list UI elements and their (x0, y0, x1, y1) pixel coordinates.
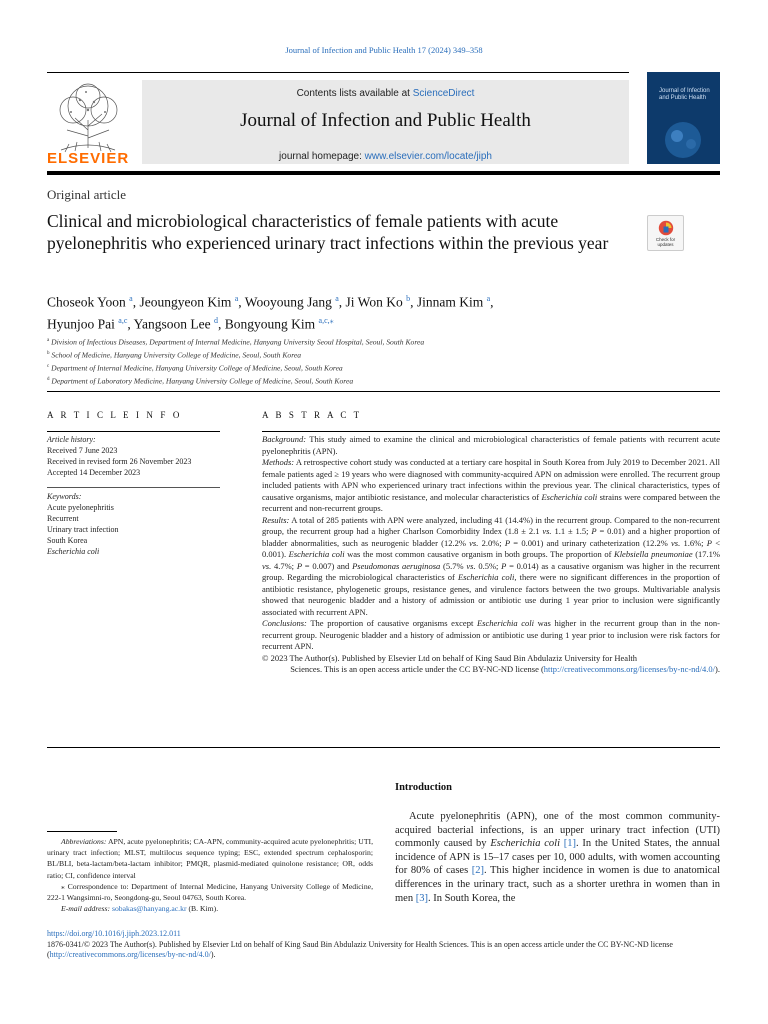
author-name[interactable]: Choseok Yoon (47, 294, 126, 310)
methods-text: strains were compared between the recurrent and non-recurrent groups. (262, 491, 720, 513)
affiliation-text: Department of Laboratory Medicine, Hanyang University College of Medicine, Seoul, South Korea (51, 376, 354, 386)
doi-link[interactable]: https://doi.org/10.1016/j.jiph.2023.12.011 (47, 929, 181, 938)
affiliation-item (47, 374, 720, 387)
results-text: , there were no significant differences in the proportion of antibiotic resistance, phylogenetic groups, resistance genes, and virulence factors between the two groups. Multivariable analysis showed that neurogenic bladder and a history of admission or antibiotic use during 1 year prior to inclusion were significantly associated with recurrent APN. (262, 572, 720, 617)
header-top-rule (47, 72, 629, 73)
issn-license-line (47, 940, 720, 961)
affiliation-list (47, 335, 720, 387)
abstract-rule (262, 431, 720, 432)
affiliation-text: School of Medicine, Hanyang University College of Medicine, Seoul, South Korea (51, 350, 302, 360)
species-name: Escherichia coli (288, 549, 345, 559)
reference-link[interactable]: [2] (471, 865, 485, 877)
journal-header-box (142, 80, 629, 164)
species-name: Escherichia coli (490, 838, 560, 850)
doi-block (47, 929, 720, 961)
keyword-item: South Korea (47, 536, 88, 546)
author-name[interactable]: Hyunjoo Pai (47, 316, 115, 331)
keyword-item: Recurrent (47, 514, 79, 524)
abstract-copyright: © 2023 The Author(s). Published by Elsevier Ltd on behalf of King Saud Bin Abdulaziz University for Health (262, 652, 638, 663)
abbreviations-footnote (47, 836, 373, 881)
results-text: (5.7% (440, 560, 467, 571)
history-received: Received 7 June 2023 (47, 446, 118, 455)
results-text: = 0.007) and (302, 560, 353, 571)
cover-title: Journal of Infection and Public Health (659, 88, 710, 101)
p-symbol: P (501, 560, 507, 571)
license-link[interactable]: http://creativecommons.org/licenses/by-nc-nd/4.0/ (543, 664, 716, 674)
author-name[interactable]: Jeoungyeon Kim (139, 294, 232, 310)
footnotes (47, 836, 373, 914)
abstract-bottom-rule (47, 747, 720, 748)
article-info-heading: A R T I C L E I N F O (47, 410, 182, 420)
author-affiliation-mark[interactable]: a,c,⁎ (318, 315, 334, 325)
email-label: E-mail address: (61, 904, 111, 914)
article-type: Original article (47, 187, 127, 202)
background-text: This study aimed to examine the clinical and microbiological characteristics of female patients with recurrent acute pyelonephritis (APN). (262, 434, 720, 456)
results-text: < 0.001). (262, 537, 720, 559)
author-separator: , (338, 294, 346, 310)
author-separator: , (238, 294, 245, 310)
email-footnote (47, 903, 373, 914)
vs-abbrev: vs. (671, 537, 681, 548)
history-revised: Received in revised form 26 November 2023 (47, 457, 192, 466)
species-name: Klebsiella pneumoniae (614, 549, 693, 559)
journal-title[interactable]: Journal of Infection and Public Health (240, 110, 531, 131)
journal-homepage-line (142, 151, 629, 162)
species-name: Pseudomonas aeruginosa (352, 560, 441, 571)
species-name: Escherichia coli (476, 618, 534, 628)
affiliation-mark: b (47, 351, 50, 357)
reference-link[interactable]: [3] (415, 892, 428, 904)
sciencedirect-link[interactable]: ScienceDirect (412, 88, 475, 99)
author-separator: , (127, 316, 134, 331)
author-separator: , (218, 316, 225, 331)
email-suffix: (B. Kim). (186, 904, 219, 914)
affiliation-text: Department of Internal Medicine, Hanyang University College of Medicine, Seoul, South Korea (51, 363, 343, 373)
vs-abbrev: vs. (469, 537, 479, 548)
journal-citation[interactable]: Journal of Infection and Public Health 17 (2024) 349–358 (285, 45, 483, 55)
reference-link[interactable]: [1] (563, 838, 577, 850)
abstract-results (262, 515, 720, 619)
author-name[interactable]: Yangsoon Lee (133, 316, 211, 331)
article-history (47, 434, 220, 478)
p-symbol: P (706, 537, 712, 548)
homepage-prefix: journal homepage: (279, 151, 365, 162)
results-text: 1.6%; (680, 537, 707, 548)
intro-text: . This higher incidence in women is due to anatomical differences in the urinary tract, such as a shorter urethra in women than in men (395, 865, 721, 904)
intro-text: . In South Korea, the (427, 892, 516, 904)
affiliation-mark: d (47, 377, 50, 383)
vs-abbrev: vs. (466, 560, 476, 571)
footnote-rule (47, 831, 117, 832)
author-name[interactable]: Wooyoung Jang (244, 294, 332, 310)
crossmark-icon (658, 220, 674, 236)
author-affiliation-mark[interactable]: d (214, 315, 218, 325)
author-name[interactable]: Ji Won Ko (345, 294, 403, 310)
affiliation-text: Division of Infectious Diseases, Department of Internal Medicine, Hanyang University Seoul Hospital, Seoul, South Korea (51, 337, 425, 347)
results-text: A total of 285 patients with APN were analyzed, including 41 (14.4%) in the recurrent group. Compared to the non-recurrent group, the recurrent group had a higher Charlson Comorbidity Index (1.8 ± 2.1 (262, 514, 720, 536)
author-separator: , (132, 294, 140, 310)
author-affiliation-mark[interactable]: a (234, 294, 239, 303)
keyword-item: Urinary tract infection (47, 525, 119, 535)
methods-label: Methods: (262, 457, 295, 467)
elsevier-wordmark: ELSEVIER (47, 150, 130, 167)
author-list (47, 290, 707, 333)
correspondence-footnote (47, 881, 373, 903)
abstract-heading: A B S T R A C T (262, 410, 362, 420)
results-text: 0.5%; (475, 560, 502, 571)
results-text: (17.1% (692, 549, 720, 559)
results-text: 2.0%; (478, 537, 505, 548)
p-symbol: P (591, 526, 597, 536)
conclusions-text: The proportion of causative organisms except (306, 618, 477, 628)
affiliation-item (47, 335, 720, 348)
affiliation-mark: a (47, 338, 50, 343)
check-for-updates-badge[interactable] (647, 215, 684, 251)
background-label: Background: (262, 434, 307, 444)
author-affiliation-mark[interactable]: a,c (118, 315, 128, 325)
abstract-background (262, 434, 720, 457)
author-name[interactable]: Bongyoung Kim (224, 316, 316, 331)
intro-text: . In the United States, the annual incidence of APN is 15–17 cases per 10, 000 adults, with women accounting for 80% of cases (395, 838, 720, 877)
author-affiliation-mark[interactable]: a (129, 294, 133, 303)
intro-text: Acute pyelonephritis (APN), one of the most common community-acquired bacterial infections, is an upper urinary tract infection (UTI) commonly caused by (395, 811, 720, 850)
issn-text: 1876-0341/© 2023 The Author(s). Published by Elsevier Ltd on behalf of King Saud Bin Abdulaziz University for Health Sciences. This is an open access article under the CC BY-NC-ND license ( (47, 939, 673, 960)
correspondence-text: Correspondence to: Department of Internal Medicine, Hanyang University College of Medicine, 222-1 Wangsimni-ro, Seongdong-gu, Seoul 04763, South Korea. (47, 881, 373, 903)
contents-line (142, 88, 629, 99)
conclusions-text: was higher in the recurrent group than in the non-recurrent group. Neurogenic bladder and a history of admission or antibiotic use during 1 year prior to inclusion were risk factors for recurrent APN. (262, 618, 720, 651)
author-affiliation-mark[interactable]: a (486, 294, 491, 303)
history-label: Article history: (47, 435, 96, 444)
results-text: 4.7%; (271, 560, 297, 571)
species-name: Escherichia coli (457, 572, 515, 582)
results-text: = 0.01) and a higher proportion of bladder abnormalities, such as neurogenic bladder (12.2% (262, 526, 721, 548)
abstract-conclusions (262, 618, 720, 653)
author-affiliation-mark[interactable]: b (406, 294, 411, 303)
results-text: was the most common causative organism in both groups. The proportion of (344, 549, 615, 559)
correspondence-mark: ⁎ (61, 881, 65, 891)
license-text-end: ). (715, 664, 720, 674)
affiliations-rule (47, 391, 720, 392)
cover-graphic-icon (647, 110, 720, 164)
doi-license-link[interactable]: http://creativecommons.org/licenses/by-nc-nd/4.0/ (49, 950, 211, 960)
author-separator: , (490, 294, 494, 310)
p-symbol: P (296, 560, 303, 571)
abstract-methods (262, 457, 720, 515)
results-text: 1.1 ± 1.5; (551, 526, 592, 536)
keyword-item: Escherichia coli (47, 547, 100, 557)
affiliation-item (47, 361, 720, 374)
issn-text-end: ). (210, 950, 216, 960)
affiliation-item (47, 348, 720, 361)
journal-cover-thumbnail[interactable] (647, 72, 720, 164)
vs-abbrev: vs. (262, 560, 272, 571)
introduction-heading: Introduction (395, 782, 452, 793)
homepage-link[interactable]: www.elsevier.com/locate/jiph (364, 151, 492, 162)
conclusions-label: Conclusions: (262, 618, 307, 628)
affiliation-mark: c (47, 364, 50, 370)
article-info-rule (47, 431, 220, 432)
results-text: = 0.014) as a causative organism was higher in the recurrent group. Regarding the microbiological characteristics of (262, 560, 720, 582)
introduction-paragraph (395, 810, 720, 905)
p-symbol: P (504, 537, 511, 548)
author-affiliation-mark[interactable]: a (335, 294, 339, 303)
methods-text: A retrospective cohort study was conducted at a tertiary care hospital in South Korea from July 2019 to December 2021. All female patients aged ≥ 19 years who were diagnosed with community-acquired APN on admission were enrolled. The recurrent group included patients with APN who experienced urinary tract infections within the previous year. The clinical characteristics, types of causative organisms, major antibiotic resistance, and molecular characteristics of (262, 457, 720, 502)
license-text: Sciences. This is an open access article under the CC BY-NC-ND license ( (290, 664, 544, 674)
article-title: Clinical and microbiological characteristics of female patients with acute pyelonephritis who experienced urinary tract infections within the previous year (47, 211, 609, 253)
results-label: Results: (262, 514, 290, 525)
header-thick-rule (47, 171, 720, 175)
vs-abbrev: vs. (542, 526, 552, 536)
abstract-license (262, 664, 720, 676)
history-accepted: Accepted 14 December 2023 (47, 468, 141, 477)
keywords-label: Keywords: (47, 492, 82, 501)
species-name: Escherichia coli (541, 491, 598, 502)
author-name[interactable]: Jinnam Kim (416, 294, 484, 310)
results-text: = 0.001) and urinary catheterization (12.2% (510, 537, 672, 548)
keywords-rule (47, 487, 220, 488)
email-link[interactable]: sobakas@hanyang.ac.kr (111, 904, 187, 914)
contents-prefix: Contents lists available at (296, 88, 413, 99)
author-separator: , (410, 294, 417, 310)
keywords-block (47, 491, 220, 558)
keyword-item: Acute pyelonephritis (47, 503, 114, 513)
abbreviations-label: Abbreviations: (61, 837, 107, 846)
check-for-updates-label: Check for updates (655, 237, 676, 247)
abbreviations-text: APN, acute pyelonephritis; CA-APN, community-acquired acute pyelonephritis; UTI, urinary tract infection; MLST, multilocus sequence typing; ESC, extended spectrum cephalosporin; BL/BLI, beta-lactam/beta-lactam inhibitor; PMQR, plasmid-mediated quinolone resistance; OR, odds ratio; CI, confidence interval (47, 837, 373, 880)
abstract-body (262, 434, 720, 676)
